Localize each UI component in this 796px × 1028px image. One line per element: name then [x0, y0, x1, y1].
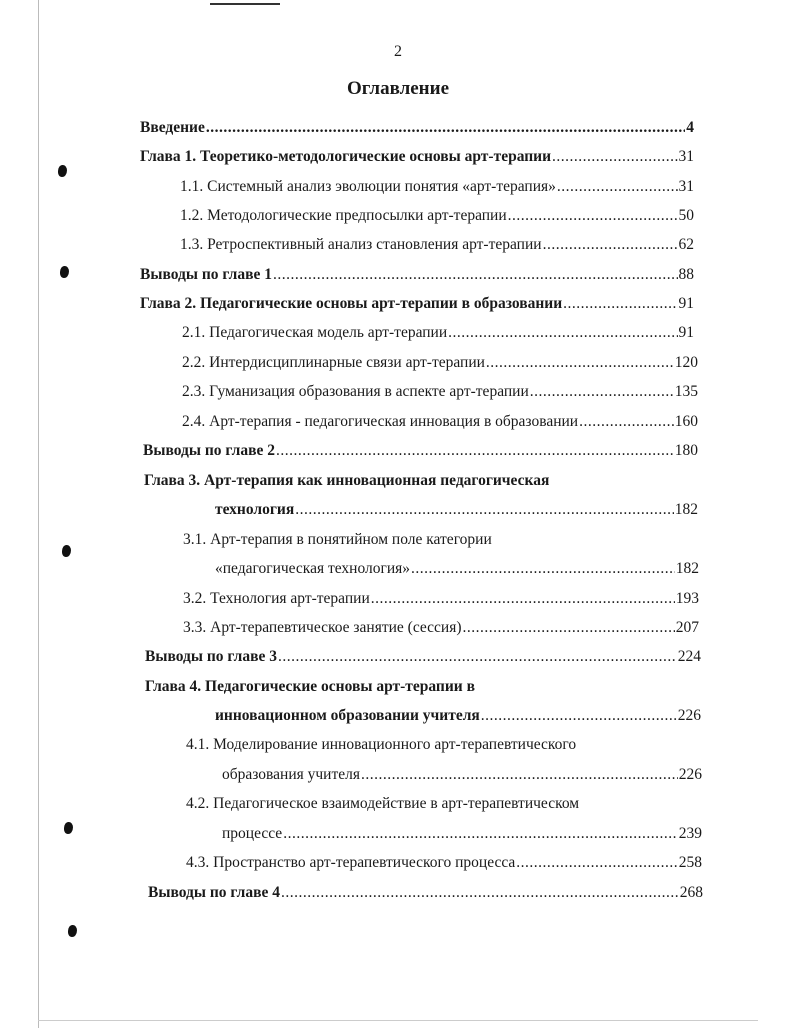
toc-entry-section-3-1: 3.1. Арт-терапия в понятийном поле категории	[183, 531, 492, 548]
toc-entry-chapter-4: Глава 4. Педагогические основы арт-терапии в	[145, 678, 475, 695]
scan-page-edge	[38, 0, 39, 1028]
toc-entry-conclusions-2: Выводы по главе 2 ..... 180	[143, 441, 698, 461]
binder-hole-mark	[62, 545, 71, 557]
page-number: 2	[394, 43, 402, 60]
binder-hole-mark	[60, 266, 69, 278]
scan-artifact-line	[210, 3, 280, 5]
toc-entry-section-1-1: 1.1. Системный анализ эволюции понятия «арт-терапия» ..... 31	[180, 177, 694, 197]
toc-entry-section-3-3: 3.3. Арт-терапевтическое занятие (сессия) ..... 207	[183, 618, 699, 638]
toc-entry-conclusions-1: Выводы по главе 1 ..... 88	[140, 265, 694, 285]
scan-page-edge-bottom	[38, 1020, 758, 1021]
toc-entry-section-2-1: 2.1. Педагогическая модель арт-терапии ..... 91	[182, 323, 694, 343]
toc-title: Оглавление	[346, 78, 450, 99]
toc-entry-section-3-2: 3.2. Технология арт-терапии ..... 193	[183, 589, 699, 609]
toc-entry-introduction: Введение ..... 4	[140, 118, 694, 138]
binder-hole-mark	[64, 822, 73, 834]
toc-entry-chapter-2: Глава 2. Педагогические основы арт-терапии в образовании ..... 91	[140, 294, 694, 314]
toc-entry-section-4-2-cont: процессе ..... 239	[222, 824, 702, 844]
toc-entry-chapter-3: Глава 3. Арт-терапия как инновационная педагогическая	[144, 472, 550, 489]
toc-entry-conclusions-4: Выводы по главе 4 ..... 268	[148, 883, 703, 903]
toc-entry-section-4-1: 4.1. Моделирование инновационного арт-терапевтического	[186, 736, 577, 753]
binder-hole-mark	[68, 925, 77, 937]
toc-entry-section-4-2: 4.2. Педагогическое взаимодействие в арт-терапевтическом	[186, 795, 580, 812]
toc-entry-section-1-3: 1.3. Ретроспективный анализ становления арт-терапии ..... 62	[180, 235, 694, 255]
toc-entry-section-2-3: 2.3. Гуманизация образования в аспекте арт-терапии ..... 135	[182, 382, 698, 402]
toc-entry-chapter-3-cont: технология ..... 182	[215, 500, 698, 520]
toc-entry-section-3-1-cont: «педагогическая технология» ..... 182	[215, 559, 699, 579]
binder-hole-mark	[58, 165, 67, 177]
toc-entry-section-1-2: 1.2. Методологические предпосылки арт-терапии ..... 50	[180, 206, 694, 226]
toc-entry-section-2-4: 2.4. Арт-терапия - педагогическая инновация в образовании ..... 160	[182, 412, 698, 432]
toc-entry-section-4-1-cont: образования учителя ..... 226	[222, 765, 702, 785]
toc-entry-section-4-3: 4.3. Пространство арт-терапевтического процесса ..... 258	[186, 853, 702, 873]
toc-entry-chapter-1: Глава 1. Теоретико-методологические основы арт-терапии ..... 31	[140, 147, 694, 167]
toc-entry-section-2-2: 2.2. Интердисциплинарные связи арт-терапии ..... 120	[182, 353, 698, 373]
toc-entry-chapter-4-cont: инновационном образовании учителя ..... 226	[215, 706, 701, 726]
toc-entry-conclusions-3: Выводы по главе 3 ..... 224	[145, 647, 701, 667]
